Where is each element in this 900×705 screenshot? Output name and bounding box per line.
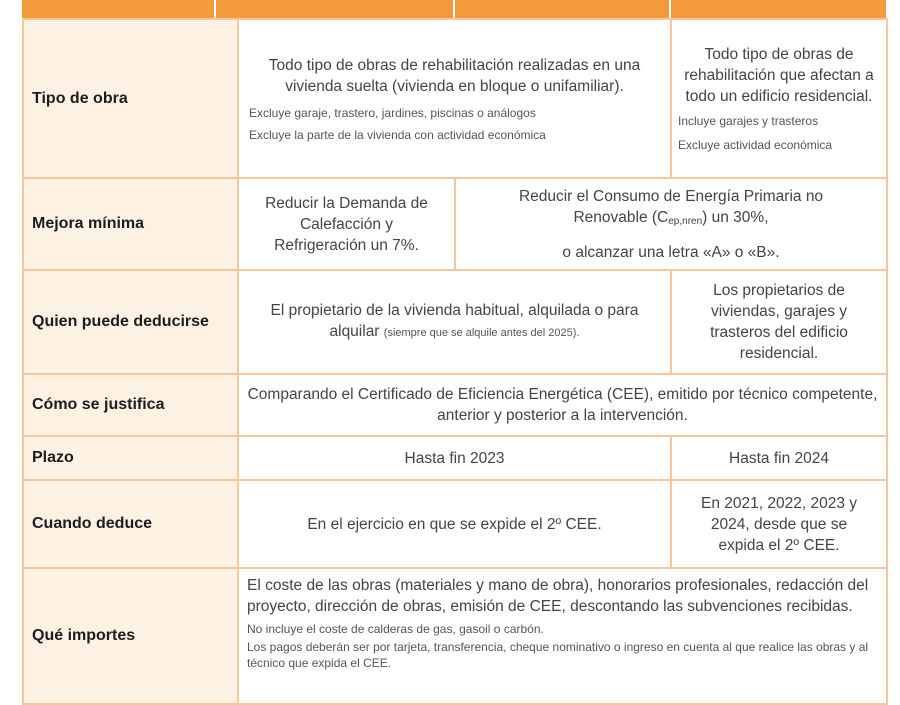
table-row xyxy=(23,480,887,568)
quien-vivienda-note: (siempre que se alquile antes del 2025). xyxy=(383,327,580,339)
quien-vivienda-text: El propietario de la vivienda habitual, alquilada o para alquilar xyxy=(270,302,639,340)
header-separator xyxy=(453,0,455,18)
header-separator xyxy=(214,0,216,18)
tipo-obra-edificio-text: Todo tipo de obras de rehabilitación que afectan a todo un edificio residencial. xyxy=(684,46,874,105)
table-header-bar xyxy=(22,0,886,18)
que-importes-note-1: No incluye el coste de calderas de gas, gasoil o carbón. xyxy=(247,622,544,636)
table-row xyxy=(23,270,887,374)
cuando-vivienda-text: En el ejercicio en que se expide el 2º CEE. xyxy=(238,480,671,568)
tipo-obra-vivienda-text: Todo tipo de obras de rehabilitación realizadas en una vivienda suelta (vivienda en bloque o unifamiliar). xyxy=(268,56,641,95)
quien-vivienda-cell xyxy=(238,270,671,374)
mejora-consumo-part1: Reducir el Consumo de Energía Primaria no Renovable (C xyxy=(518,187,824,226)
table-row xyxy=(23,178,887,270)
tipo-obra-edificio-cell xyxy=(671,19,887,178)
tipo-obra-exclusion-2: Excluye la parte de la vivienda con actividad económica xyxy=(249,127,546,142)
tipo-obra-exclusion-3: Excluye actividad económica xyxy=(678,138,833,152)
plazo-vivienda-text: Hasta fin 2023 xyxy=(238,436,671,480)
row-label-que-importes: Qué importes xyxy=(23,568,238,704)
mejora-demanda-text: Reducir la Demanda de Calefacción y Refrigeración un 7%. xyxy=(238,178,455,270)
tipo-obra-inclusion: Incluye garajes y trasteros xyxy=(678,114,819,128)
table-row xyxy=(23,19,887,178)
row-label-mejora-minima: Mejora mínima xyxy=(23,178,238,270)
que-importes-text: El coste de las obras (materiales y mano de obra), honorarios profesionales, redacción del proyecto, dirección de obras, emisión de CEE, descontando las subvenciones recibidas. xyxy=(247,577,869,615)
que-importes-cell xyxy=(238,568,887,704)
table-row xyxy=(23,436,887,480)
tipo-obra-exclusion-1: Excluye garaje, trastero, jardines, piscinas o análogos xyxy=(249,105,536,120)
mejora-letra-text: o alcanzar una letra «A» o «B». xyxy=(562,243,780,261)
row-label-como-se-justifica: Cómo se justifica xyxy=(23,374,238,436)
cuando-edificio-text: En 2021, 2022, 2023 y 2024, desde que se expida el 2º CEE. xyxy=(671,480,887,568)
que-importes-note-2: Los pagos deberán ser por tarjeta, transferencia, cheque nominativo o ingreso en cuenta al que realice las obras y al técnico que expida el CEE. xyxy=(247,640,869,670)
plazo-edificio-text: Hasta fin 2024 xyxy=(671,436,887,480)
tipo-obra-vivienda-cell xyxy=(238,19,671,178)
como-justifica-text: Comparando el Certificado de Eficiencia Energética (CEE), emitido por técnico competente, anterior y posterior a la intervención. xyxy=(238,374,887,436)
row-label-tipo-de-obra: Tipo de obra xyxy=(23,19,238,178)
quien-edificio-text: Los propietarios de viviendas, garajes y trasteros del edificio residencial. xyxy=(671,270,887,374)
header-separator xyxy=(669,0,671,18)
row-label-quien-puede-deducirse: Quien puede deducirse xyxy=(23,270,238,374)
mejora-consumo-subscript: ep,nren xyxy=(668,215,703,227)
mejora-consumo-part2: ) un 30%, xyxy=(702,208,769,226)
mejora-consumo-cell xyxy=(455,178,887,270)
row-label-plazo: Plazo xyxy=(23,436,238,480)
table-row xyxy=(23,374,887,436)
deduction-table xyxy=(22,18,888,705)
table-row xyxy=(23,568,887,704)
row-label-cuando-deduce: Cuando deduce xyxy=(23,480,238,568)
